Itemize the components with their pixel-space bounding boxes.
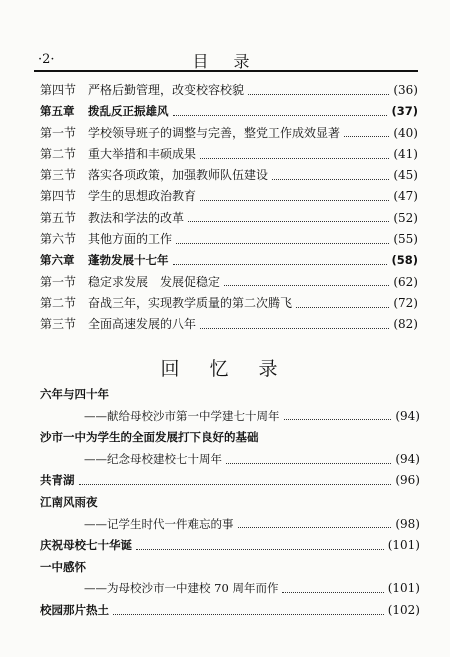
memoir-title xyxy=(40,384,420,406)
memoir-page: (101) xyxy=(387,538,420,553)
toc-entry-page: (36) xyxy=(393,83,418,97)
leader-dots xyxy=(188,220,389,222)
toc-entry-title: 学生的思想政治教育 xyxy=(88,189,197,204)
leader-dots xyxy=(173,114,388,116)
toc-entry-page: (72) xyxy=(393,295,418,310)
toc-entry-title: 稳定求发展 发展促稳定 xyxy=(88,274,221,289)
toc-entry xyxy=(40,250,418,271)
toc-entry-label: 第三节 xyxy=(40,168,77,183)
toc-entry xyxy=(40,186,418,207)
memoir-text: ——纪念母校建校七十周年 xyxy=(84,451,222,466)
toc-entry xyxy=(40,314,418,335)
memoir-list xyxy=(40,384,420,622)
toc-entry xyxy=(40,208,418,229)
memoir-title xyxy=(40,557,420,579)
memoir-page: (102) xyxy=(387,602,420,617)
leader-dots xyxy=(113,613,384,615)
toc-entry-title: 其他方面的工作 xyxy=(88,232,173,247)
memoir-title xyxy=(40,427,420,449)
leader-dots xyxy=(176,242,389,244)
toc-entry-page: (41) xyxy=(393,146,418,161)
toc-entry-title: 重大举措和丰硕成果 xyxy=(88,146,197,161)
leader-dots xyxy=(79,483,392,485)
memoir-title xyxy=(40,600,420,622)
toc-entry-title: 蓬勃发展十七年 xyxy=(88,253,169,268)
leader-dots xyxy=(272,178,389,180)
memoir-page: (96) xyxy=(395,473,420,488)
leader-dots xyxy=(226,462,391,464)
memoir-text: 沙市一中为学生的全面发展打下良好的基础 xyxy=(40,430,259,445)
toc-entry-title: 严格后勤管理，改变校容校貌 xyxy=(88,83,245,97)
toc-entry xyxy=(40,272,418,293)
memoir-text: ——献给母校沙市第一中学建七十周年 xyxy=(84,408,280,423)
toc-entry-title: 全面高速发展的八年 xyxy=(88,317,197,332)
toc-entry-page: (55) xyxy=(393,232,418,247)
memoir-text: ——为母校沙市一中建校 70 周年而作 xyxy=(84,581,279,596)
leader-dots xyxy=(344,135,389,137)
memoir-text: 校园那片热土 xyxy=(40,602,109,617)
toc-entry-label: 第一节 xyxy=(40,125,77,140)
leader-dots xyxy=(238,526,392,528)
memoir-text: 共青湖 xyxy=(40,473,75,488)
toc-entry-label: 第五章 xyxy=(40,104,75,119)
leader-dots xyxy=(248,93,389,95)
toc-entry-label: 第二节 xyxy=(40,146,77,161)
memoir-text: 庆祝母校七十华诞 xyxy=(40,538,132,553)
leader-dots xyxy=(200,157,389,159)
leader-dots xyxy=(282,591,383,593)
toc-entry-page: (45) xyxy=(393,168,418,183)
leader-dots xyxy=(136,548,384,550)
memoir-title xyxy=(40,492,420,514)
toc-entry xyxy=(40,101,418,122)
leader-dots xyxy=(200,327,389,329)
toc-entry-page: (82) xyxy=(393,317,418,332)
toc-entry-label: 第四节 xyxy=(40,189,77,204)
toc-entry-page: (40) xyxy=(393,125,418,140)
page-number: ·2· xyxy=(38,52,55,67)
toc-entry-page: (37) xyxy=(391,104,418,119)
toc-entry xyxy=(40,229,418,250)
leader-dots xyxy=(284,418,392,420)
toc-list xyxy=(40,80,418,336)
memoir-text: 一中感怀 xyxy=(40,559,86,574)
memoir-subtitle xyxy=(40,449,420,471)
toc-entry-label: 第六节 xyxy=(40,232,77,247)
memoir-page: (94) xyxy=(395,451,420,466)
memoir-section-title: 回 忆 录 xyxy=(160,358,290,380)
toc-entry-title: 学校领导班子的调整与完善，整党工作成效显著 xyxy=(88,125,341,140)
toc-entry-label: 第六章 xyxy=(40,253,75,268)
toc-entry-page: (52) xyxy=(393,210,418,225)
toc-entry xyxy=(40,80,418,101)
toc-entry-title: 教法和学法的改革 xyxy=(88,210,185,225)
memoir-text: 江南风雨夜 xyxy=(40,494,98,509)
toc-entry-label: 第四节 xyxy=(40,83,77,97)
memoir-page: (98) xyxy=(395,516,420,531)
toc-entry-label: 第二节 xyxy=(40,295,77,310)
memoir-subtitle xyxy=(40,406,420,428)
memoir-title xyxy=(40,535,420,557)
toc-entry xyxy=(40,293,418,314)
toc-entry-label: 第三节 xyxy=(40,317,77,332)
leader-dots xyxy=(224,284,389,286)
toc-entry-title: 拨乱反正振雄风 xyxy=(88,104,169,119)
toc-entry xyxy=(40,123,418,144)
toc-entry-page: (62) xyxy=(393,274,418,289)
memoir-subtitle xyxy=(40,578,420,600)
toc-entry-page: (58) xyxy=(391,253,418,268)
toc-entry-label: 第五节 xyxy=(40,210,77,225)
toc-entry xyxy=(40,165,418,186)
leader-dots xyxy=(296,306,389,308)
toc-entry-page: (47) xyxy=(393,189,418,204)
memoir-subtitle xyxy=(40,514,420,536)
leader-dots xyxy=(173,263,388,265)
memoir-page: (101) xyxy=(387,581,420,596)
toc-entry-title: 奋战三年，实现教学质量的第二次腾飞 xyxy=(88,295,293,310)
toc-entry-label: 第一节 xyxy=(40,274,77,289)
page-title: 目 录 xyxy=(192,52,260,71)
page-header xyxy=(34,48,418,72)
memoir-text: 六年与四十年 xyxy=(40,387,109,401)
memoir-page: (94) xyxy=(395,408,420,423)
toc-entry xyxy=(40,144,418,165)
leader-dots xyxy=(200,199,389,201)
memoir-text: ——记学生时代一件难忘的事 xyxy=(84,516,234,531)
memoir-title xyxy=(40,470,420,492)
toc-entry-title: 落实各项政策，加强教师队伍建设 xyxy=(88,168,269,183)
